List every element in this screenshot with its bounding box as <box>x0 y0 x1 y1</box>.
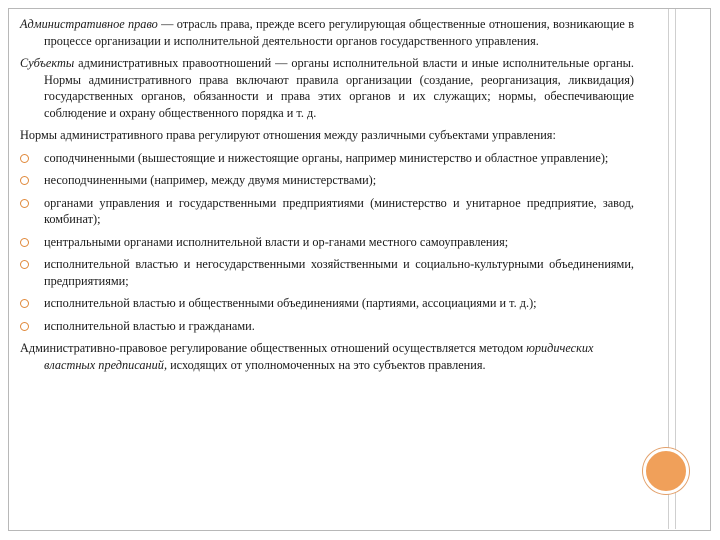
list-item <box>20 318 634 335</box>
list-item-text: несоподчиненными (например, между двумя министерствами); <box>44 173 377 187</box>
bullet-icon <box>20 176 29 185</box>
definition-text: — отрасль права, прежде всего регулирующая общественные отношения, возникающие в процессе организации и исполнительной деятельности органов государственного управления. <box>44 17 634 48</box>
list-item-text: центральными органами исполнительной власти и ор-ганами местного самоуправления; <box>44 234 509 249</box>
regulation-text-before: Административно-правовое регулирование общественных отношений осуществляется методом <box>20 341 527 355</box>
regulation-method: юридических властных предписаний, <box>44 341 594 372</box>
list-item <box>20 195 634 228</box>
list-item <box>20 256 634 289</box>
list-item <box>20 172 634 189</box>
regulation-paragraph <box>20 340 634 373</box>
definition-term: Административное право <box>20 17 158 31</box>
bullet-icon <box>20 322 29 331</box>
subjects-paragraph <box>20 55 634 121</box>
list-item <box>20 234 634 251</box>
list-item <box>20 150 634 167</box>
subjects-text: административных правоотношений — органы исполнительной власти и иные исполнительные органы. Нормы административного права включают правила организации (создание, реорганизация, ликвидация) государственных органов, обязанности и права этих органов и их служащих; нормы, обеспечивающие соблюдение и охрану общественного порядка и т. д. <box>44 56 634 120</box>
list-item-text: исполнительной властью и гражданами. <box>44 318 255 333</box>
list-item-text: исполнительной властью и негосударственными хозяйственными и социально-культурными объединениями, предприятиями; <box>44 257 634 288</box>
list-item <box>20 295 634 312</box>
decorative-circle <box>643 448 689 494</box>
subjects-term: Субъекты <box>20 56 75 70</box>
bullet-icon <box>20 154 29 163</box>
regulation-text-after: исходящих от уполномоченных на это субъектов правления. <box>167 357 486 372</box>
definition-paragraph <box>20 16 634 49</box>
subjects-list <box>20 150 634 335</box>
list-item-text: органами управления и государственными предприятиями (министерство и унитарное предприятие, завод, комбинат); <box>44 195 634 226</box>
bullet-icon <box>20 238 29 247</box>
norms-intro: Нормы административного права регулируют отношения между различными субъектами управления: <box>20 128 556 142</box>
bullet-icon <box>20 299 29 308</box>
slide-content <box>20 16 634 379</box>
list-item-text: исполнительной властью и общественными объединениями (партиями, ассоциациями и т. д.); <box>44 296 537 310</box>
bullet-icon <box>20 260 29 269</box>
bullet-icon <box>20 199 29 208</box>
list-item-text: соподчиненными (вышестоящие и нижестоящие органы, например министерство и областное управление); <box>44 150 609 165</box>
